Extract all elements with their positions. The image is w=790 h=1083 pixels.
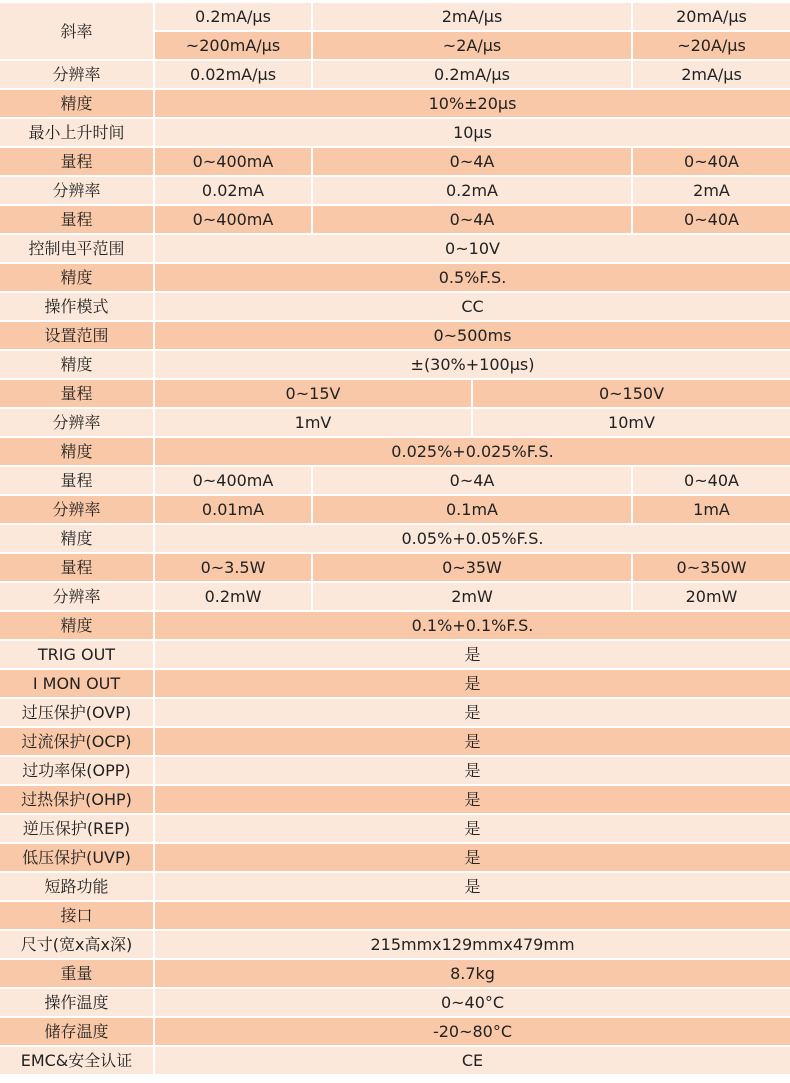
- spec-row: [0, 727, 790, 756]
- value-cell: 0.02mA: [154, 176, 312, 205]
- value-cell: 2mA/μs: [312, 3, 632, 31]
- spec-row: [0, 553, 790, 582]
- spec-row: [0, 205, 790, 234]
- value-cell: ±(30%+100μs): [154, 350, 790, 379]
- spec-row: [0, 495, 790, 524]
- row-label: 储存温度: [0, 1017, 154, 1046]
- spec-row: [0, 988, 790, 1017]
- row-label: 量程: [0, 205, 154, 234]
- row-label: 过热保护(OHP): [0, 785, 154, 814]
- row-label: 设置范围: [0, 321, 154, 350]
- value-cell: 2mA: [632, 176, 790, 205]
- row-label: 操作温度: [0, 988, 154, 1017]
- value-cell: 0~3.5W: [154, 553, 312, 582]
- spec-row: [0, 379, 790, 408]
- row-label: 过流保护(OCP): [0, 727, 154, 756]
- row-label: 精度: [0, 89, 154, 118]
- spec-row: [0, 524, 790, 553]
- value-cell: 0~35W: [312, 553, 632, 582]
- row-label: TRIG OUT: [0, 640, 154, 669]
- value-cell: 0.2mW: [154, 582, 312, 611]
- value-cell: 2mA/μs: [632, 60, 790, 89]
- value-cell: ~2A/μs: [312, 31, 632, 60]
- row-label: 量程: [0, 553, 154, 582]
- row-label: 精度: [0, 437, 154, 466]
- value-cell: 0~400mA: [154, 147, 312, 176]
- value-cell: 0.5%F.S.: [154, 263, 790, 292]
- value-cell: 0~15V: [154, 379, 472, 408]
- value-cell: ~200mA/μs: [154, 31, 312, 60]
- value-cell: 8.7kg: [154, 959, 790, 988]
- value-cell: 2mW: [312, 582, 632, 611]
- spec-row: [0, 234, 790, 263]
- value-cell: 0.2mA: [312, 176, 632, 205]
- spec-table-body: [0, 3, 790, 1075]
- row-label: 精度: [0, 350, 154, 379]
- value-cell: 0.2mA/μs: [312, 60, 632, 89]
- spec-row: [0, 959, 790, 988]
- value-cell: 是: [154, 843, 790, 872]
- spec-row: [0, 3, 790, 31]
- value-cell: 0~40A: [632, 147, 790, 176]
- value-cell: 20mA/μs: [632, 3, 790, 31]
- row-label: 精度: [0, 263, 154, 292]
- value-cell: 0~4A: [312, 466, 632, 495]
- spec-row: [0, 408, 790, 437]
- row-label: I MON OUT: [0, 669, 154, 698]
- value-cell: 0~4A: [312, 147, 632, 176]
- value-cell: 0~150V: [472, 379, 790, 408]
- spec-row: [0, 263, 790, 292]
- value-cell: 0~500ms: [154, 321, 790, 350]
- row-label: 最小上升时间: [0, 118, 154, 147]
- row-label: 量程: [0, 466, 154, 495]
- value-cell: 1mA: [632, 495, 790, 524]
- spec-row: [0, 640, 790, 669]
- value-cell: 215mmx129mmx479mm: [154, 930, 790, 959]
- row-label: 精度: [0, 524, 154, 553]
- row-label: 尺寸(宽x高x深): [0, 930, 154, 959]
- spec-row: [0, 118, 790, 147]
- value-cell: 是: [154, 727, 790, 756]
- row-label: 斜率: [0, 3, 154, 60]
- value-cell: 是: [154, 640, 790, 669]
- row-label: 操作模式: [0, 292, 154, 321]
- value-cell: 10mV: [472, 408, 790, 437]
- value-cell: 是: [154, 698, 790, 727]
- spec-row: [0, 1017, 790, 1046]
- value-cell: 0.05%+0.05%F.S.: [154, 524, 790, 553]
- value-cell: 0~4A: [312, 205, 632, 234]
- row-label: 分辨率: [0, 495, 154, 524]
- value-cell: 0~350W: [632, 553, 790, 582]
- row-label: 过功率保(OPP): [0, 756, 154, 785]
- spec-row: [0, 350, 790, 379]
- value-cell: 0.025%+0.025%F.S.: [154, 437, 790, 466]
- spec-row: [0, 814, 790, 843]
- value-cell: 1mV: [154, 408, 472, 437]
- value-cell: 是: [154, 814, 790, 843]
- value-cell: CC: [154, 292, 790, 321]
- value-cell: 20mW: [632, 582, 790, 611]
- spec-row: [0, 466, 790, 495]
- spec-row: [0, 89, 790, 118]
- value-cell: CE: [154, 1046, 790, 1075]
- value-cell: 是: [154, 756, 790, 785]
- spec-row: [0, 437, 790, 466]
- value-cell: 0~40A: [632, 466, 790, 495]
- spec-row: [0, 843, 790, 872]
- value-cell: 0.1mA: [312, 495, 632, 524]
- spec-row: [0, 611, 790, 640]
- spec-table: [0, 3, 790, 1076]
- value-cell: -20~80°C: [154, 1017, 790, 1046]
- value-cell: 10μs: [154, 118, 790, 147]
- spec-row: [0, 930, 790, 959]
- spec-row: [0, 582, 790, 611]
- row-label: 量程: [0, 379, 154, 408]
- value-cell: 0.02mA/μs: [154, 60, 312, 89]
- value-cell: 0~10V: [154, 234, 790, 263]
- value-cell: 0.1%+0.1%F.S.: [154, 611, 790, 640]
- row-label: 量程: [0, 147, 154, 176]
- row-label: 分辨率: [0, 60, 154, 89]
- spec-row: [0, 176, 790, 205]
- spec-row: [0, 147, 790, 176]
- value-cell: 是: [154, 785, 790, 814]
- value-cell: ~20A/μs: [632, 31, 790, 60]
- value-cell: 0.2mA/μs: [154, 3, 312, 31]
- value-cell: 0.01mA: [154, 495, 312, 524]
- spec-row: [0, 292, 790, 321]
- spec-row: [0, 872, 790, 901]
- row-label: 接口: [0, 901, 154, 930]
- row-label: EMC&安全认证: [0, 1046, 154, 1075]
- value-cell: 0~400mA: [154, 205, 312, 234]
- row-label: 重量: [0, 959, 154, 988]
- spec-row: [0, 698, 790, 727]
- row-label: 分辨率: [0, 582, 154, 611]
- spec-row: [0, 321, 790, 350]
- value-cell: 0~40°C: [154, 988, 790, 1017]
- spec-row: [0, 669, 790, 698]
- row-label: 分辨率: [0, 408, 154, 437]
- value-cell: 0~40A: [632, 205, 790, 234]
- row-label: 短路功能: [0, 872, 154, 901]
- row-label: 逆压保护(REP): [0, 814, 154, 843]
- spec-row: [0, 60, 790, 89]
- value-cell: 10%±20μs: [154, 89, 790, 118]
- row-label: 过压保护(OVP): [0, 698, 154, 727]
- value-cell: 0~400mA: [154, 466, 312, 495]
- value-cell: 是: [154, 872, 790, 901]
- spec-row: [0, 756, 790, 785]
- spec-row: [0, 785, 790, 814]
- value-cell: 是: [154, 669, 790, 698]
- row-label: 低压保护(UVP): [0, 843, 154, 872]
- value-cell: [154, 901, 790, 930]
- spec-row: [0, 901, 790, 930]
- row-label: 分辨率: [0, 176, 154, 205]
- row-label: 精度: [0, 611, 154, 640]
- row-label: 控制电平范围: [0, 234, 154, 263]
- spec-row: [0, 1046, 790, 1075]
